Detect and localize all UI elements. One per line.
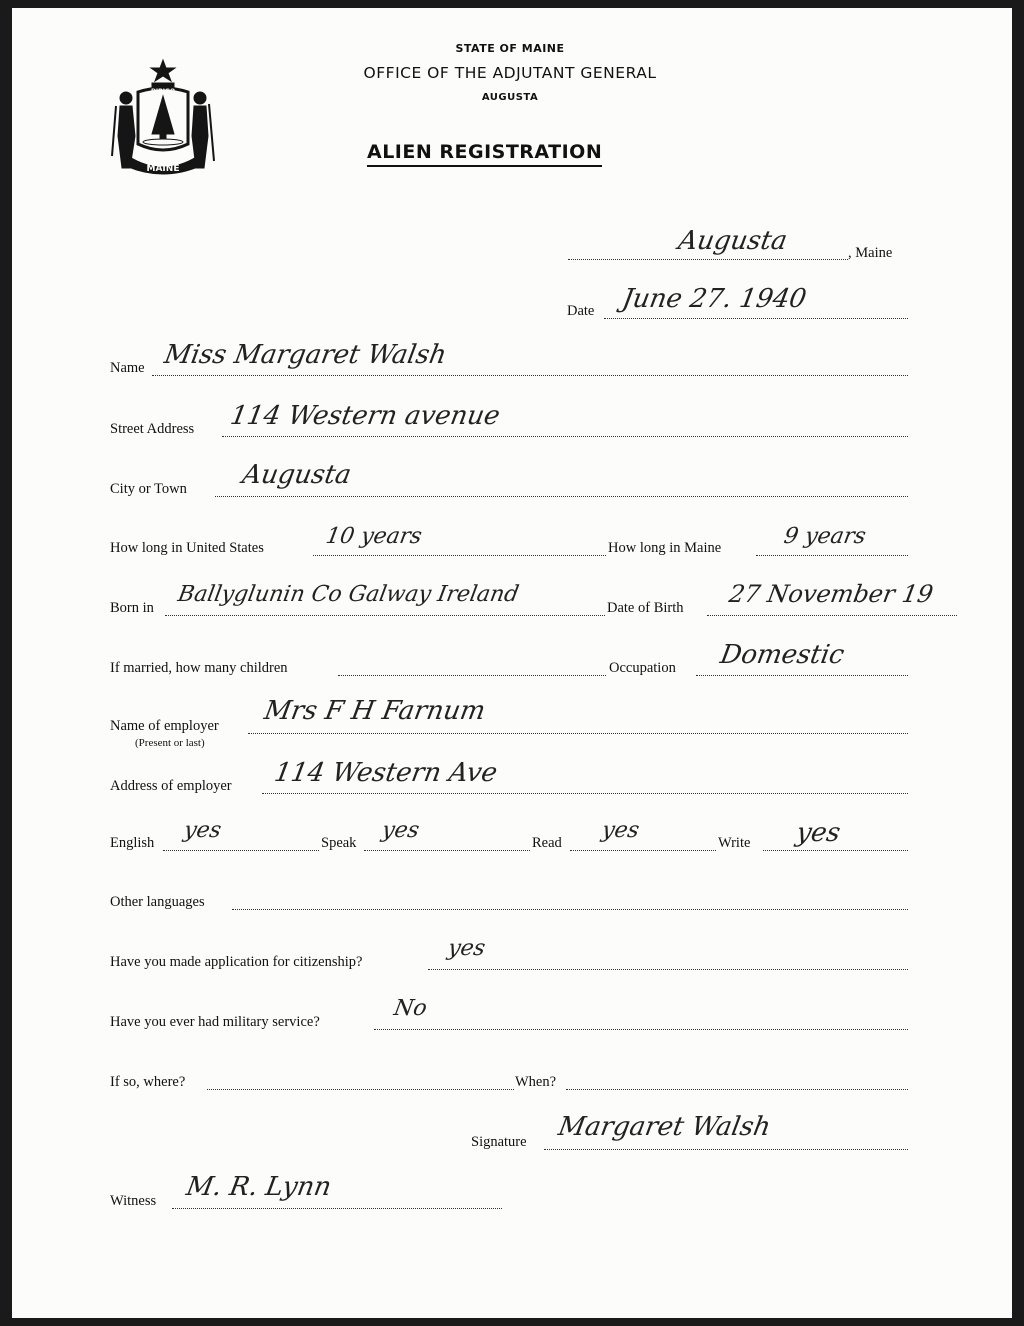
children-label: If married, how many children <box>110 660 288 676</box>
citizenship-value: yes <box>446 936 488 961</box>
signature-label: Signature <box>471 1134 527 1150</box>
speak-label: Speak <box>321 835 357 851</box>
place-value: Augusta <box>676 226 790 256</box>
born-value: Ballyglunin Co Galway Ireland <box>176 582 521 607</box>
name-line <box>152 375 908 376</box>
signature-line <box>544 1149 908 1150</box>
where-label: If so, where? <box>110 1074 186 1090</box>
other-languages-line <box>232 909 908 910</box>
other-languages-label: Other languages <box>110 894 205 910</box>
years-maine-value: 9 years <box>782 524 868 549</box>
employer-value: Mrs F H Farnum <box>262 696 488 726</box>
employer-address-label: Address of employer <box>110 778 232 794</box>
name-value: Miss Margaret Walsh <box>162 340 449 370</box>
write-line <box>763 850 908 851</box>
born-line <box>165 615 605 616</box>
seal-banner: MAINE <box>146 164 180 174</box>
witness-line <box>172 1208 502 1209</box>
military-value: No <box>392 996 429 1021</box>
street-value: 114 Western avenue <box>228 401 503 431</box>
write-value: yes <box>794 818 843 848</box>
born-label: Born in <box>110 600 154 616</box>
speak-value: yes <box>380 818 422 843</box>
speak-line <box>364 850 530 851</box>
where-line <box>207 1089 514 1090</box>
employer-label: Name of employer <box>110 718 219 734</box>
seal-motto: DIRIGO <box>150 88 176 95</box>
read-value: yes <box>600 818 642 843</box>
employer-address-value: 114 Western Ave <box>272 758 500 788</box>
employer-sublabel: (Present or last) <box>135 737 205 749</box>
state-of-maine-seal-icon <box>108 56 218 181</box>
witness-value: M. R. Lynn <box>184 1172 334 1202</box>
signature-value: Margaret Walsh <box>556 1112 773 1142</box>
read-label: Read <box>532 835 562 851</box>
citizenship-label: Have you made application for citizenship? <box>110 954 363 970</box>
city-value: Augusta <box>240 460 354 490</box>
date-line <box>604 318 908 319</box>
date-label: Date <box>567 303 595 319</box>
place-line <box>568 259 848 260</box>
read-line <box>570 850 716 851</box>
employer-address-line <box>262 793 908 794</box>
dob-value: 27 November 19 <box>727 580 936 608</box>
years-us-line <box>313 555 606 556</box>
header-office: OFFICE OF THE ADJUTANT GENERAL <box>363 64 657 82</box>
english-value: yes <box>182 818 224 843</box>
dob-line <box>707 615 957 616</box>
header-state: STATE OF MAINE <box>455 42 565 55</box>
write-label: Write <box>718 835 751 851</box>
dob-label: Date of Birth <box>607 600 684 616</box>
date-value: June 27. 1940 <box>620 284 809 314</box>
when-label: When? <box>515 1074 557 1090</box>
employer-line <box>248 733 908 734</box>
street-label: Street Address <box>110 421 195 437</box>
occupation-value: Domestic <box>718 640 847 670</box>
name-label: Name <box>110 360 145 376</box>
english-label: English <box>110 835 155 851</box>
witness-label: Witness <box>110 1193 157 1209</box>
when-line <box>566 1089 908 1090</box>
place-suffix: , Maine <box>848 245 893 261</box>
city-label: City or Town <box>110 481 187 497</box>
city-line <box>215 496 908 497</box>
years-maine-label: How long in Maine <box>608 540 722 556</box>
occupation-line <box>696 675 908 676</box>
years-us-label: How long in United States <box>110 540 264 556</box>
military-label: Have you ever had military service? <box>110 1014 320 1030</box>
english-line <box>163 850 319 851</box>
form-title: ALIEN REGISTRATION <box>367 141 602 167</box>
military-line <box>374 1029 908 1030</box>
header-city: AUGUSTA <box>481 92 539 103</box>
years-us-value: 10 years <box>324 524 424 549</box>
children-line <box>338 675 606 676</box>
street-line <box>222 436 908 437</box>
years-maine-line <box>756 555 908 556</box>
occupation-label: Occupation <box>609 660 676 676</box>
citizenship-line <box>428 969 908 970</box>
